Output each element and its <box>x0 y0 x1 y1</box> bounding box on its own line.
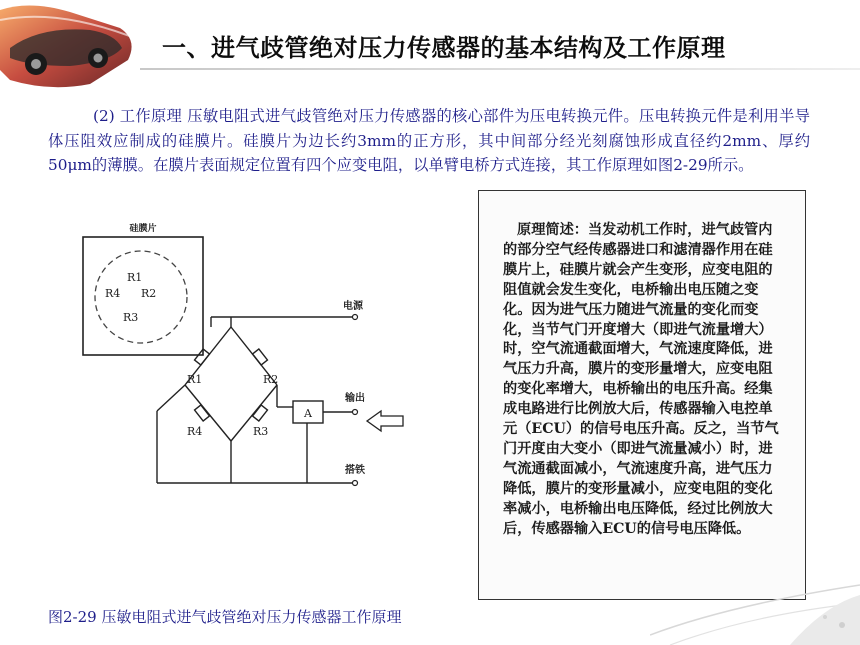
body-paragraph: (2) 工作原理 压敏电阻式进气歧管绝对压力传感器的核心部件为压电转换元件。压电转换元件是利用半导体压阻效应制成的硅膜片。硅膜片为边长约3mm的正方形，其中间部分经光刻腐蚀形成直径约2mm、厚约50μm的薄膜。在膜片表面规定位置有四个应变电阻，以单臂电桥方式连接，其工作原理如图2-29所示。 <box>48 107 810 174</box>
bridge-r1: R1 <box>187 373 203 386</box>
title-underline <box>140 68 860 70</box>
bridge-r4: R4 <box>187 425 203 438</box>
circuit-schematic <box>75 215 415 505</box>
bridge-r3: R3 <box>253 425 269 438</box>
chip-r3: R3 <box>123 311 139 324</box>
power-label: 电源 <box>343 301 363 312</box>
pressure-input-arrow <box>367 411 403 431</box>
explanation-text: 原理简述：当发动机工作时，进气歧管内的部分空气经传感器进口和滤清器作用在硅膜片上，硅膜片就会产生变形，应变电阻的阻值就会发生变化，电桥输出电压随之变化。因为进气压力随进气流量的变化而变化，当节气门开度增大（即进气流量增大）时，空气流通截面增大，气流速度降低，进气压力升高，膜片的变形量增大，应变电阻的变化率增大，电桥输出的电压升高。经集成电路进行比例放大后，传感器输入电控单元（ECU）的信号电压升高。反之，当节气门开度由大变小（即进气流量减小）时，进气流通截面减小，气流速度升高，进气压力降低，膜片的变形量减小，应变电阻的变化率减小，电桥输出电压降低，经过比例放大后，传感器输入ECU的信号电压降低。 <box>503 222 779 537</box>
explanation-box <box>478 190 806 600</box>
decorative-swirl <box>650 565 860 645</box>
bridge-r2: R2 <box>263 373 279 386</box>
chip-r1: R1 <box>127 271 143 284</box>
ground-label: 搭铁 <box>345 465 365 476</box>
silicon-chip <box>83 222 203 355</box>
car-logo <box>0 0 140 92</box>
bridge-circuit <box>157 317 353 483</box>
chip-label: 硅膜片 <box>129 224 157 234</box>
figure-caption: 图2-29 压敏电阻式进气歧管绝对压力传感器工作原理 <box>48 608 402 626</box>
output-label: 输出 <box>345 393 365 404</box>
chip-r2: R2 <box>141 287 157 300</box>
chip-r4: R4 <box>105 287 121 300</box>
amplifier-label: A <box>304 407 312 420</box>
page-title: 一、进气歧管绝对压力传感器的基本结构及工作原理 <box>162 34 726 62</box>
